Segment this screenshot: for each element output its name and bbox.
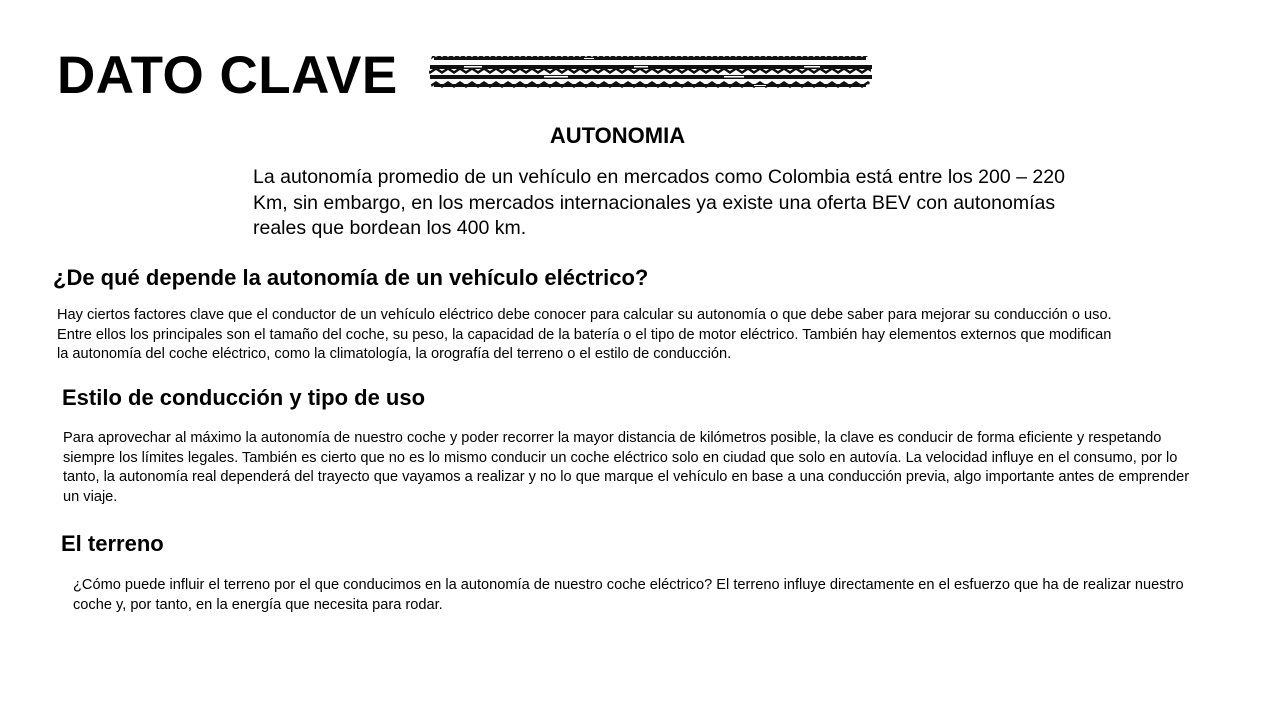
section-heading-driving-style: Estilo de conducción y tipo de uso xyxy=(62,385,426,410)
section-text-terrain: ¿Cómo puede influir el terreno por el que conducimos en la autonomía de nuestro coche eléctrico? El terreno influye directamente en el esfuerzo que ha de realizar nuestro coche y, por tanto, en la energía que necesita para rodar. xyxy=(73,577,1184,613)
intro-paragraph: La autonomía promedio de un vehículo en mercados como Colombia está entre los 200 – 220 Km, sin embargo, en los mercados internacionales ya existe una oferta BEV con autonomías reales que bordean los 400 km. xyxy=(253,166,1065,239)
section-subtitle: AUTONOMIA xyxy=(549,123,686,148)
section-heading-terrain: El terreno xyxy=(61,531,164,556)
section-text-driving-style: Para aprovechar al máximo la autonomía de nuestro coche y poder recorrer la mayor distancia de kilómetros posible, la clave es conducir de forma eficiente y respetando siempre los límites legales. También es cierto que no es lo mismo conducir un coche eléctrico solo en ciudad que solo en autovía. La velocidad influye en el consumo, por lo tanto, la autonomía real dependerá del trayecto que vayamos a realizar y no lo que marque el vehículo en base a una conducción previa, algo importante antes de emprender un viaje. xyxy=(63,430,1190,505)
section-heading-autonomy-factors: ¿De qué depende la autonomía de un vehículo eléctrico? xyxy=(53,265,649,290)
tire-tread-icon xyxy=(424,50,876,94)
section-text-autonomy-factors: Hay ciertos factores clave que el conductor de un vehículo eléctrico debe conocer para calcular su autonomía o que debe saber para mejorar su conducción o uso. Entre ellos los principales son el tamaño del coche, su peso, la capacidad de la batería o el tipo de motor eléctrico. También hay elementos externos que modifican la autonomía del coche eléctrico, como la climatología, la orografía del terreno o el estilo de conducción. xyxy=(57,307,1112,362)
slide-title: DATO CLAVE xyxy=(57,46,398,105)
